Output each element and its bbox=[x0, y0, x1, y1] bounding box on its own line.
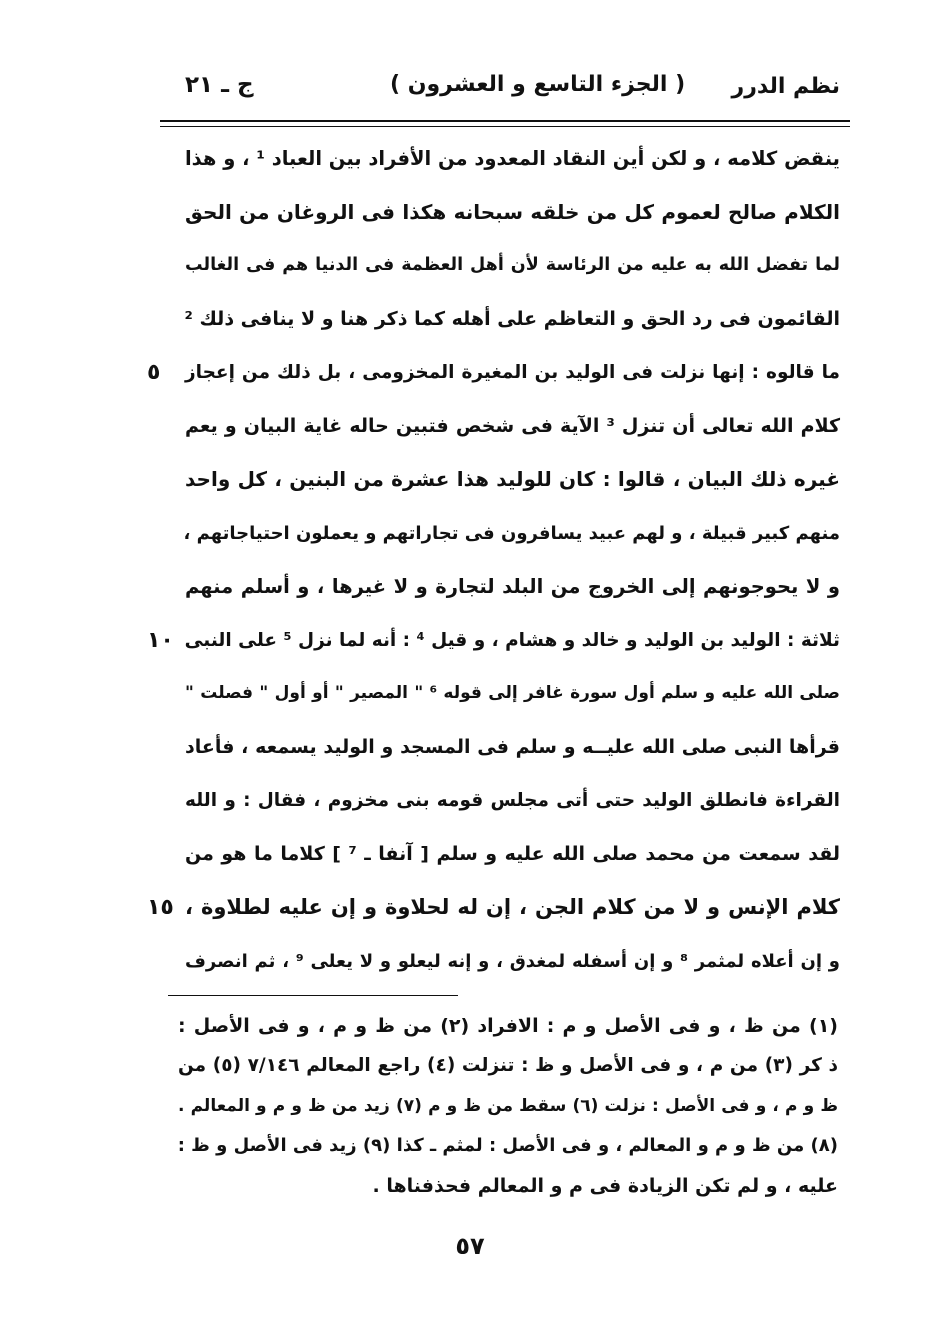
text-line bbox=[147, 346, 840, 400]
text-line bbox=[185, 828, 840, 882]
footnote-rule bbox=[168, 995, 458, 996]
footnote-line: ذ كر (٣) من م ، و فى الأصل و ظ : تنزلت (٤) راجع المعالم ٧/١٤٦ (٥) من bbox=[178, 1055, 838, 1076]
page-header bbox=[185, 70, 840, 110]
line-text: كلام الله تعالى أن تنزل ³ الآية فى شخص فتبين حاله غاية البيان و يعم bbox=[185, 414, 840, 437]
line-text: لما تفضل الله به عليه من الرئاسة لأن أهل العظمة فى الدنيا هم فى الغالب bbox=[185, 255, 840, 275]
footnotes bbox=[178, 1006, 838, 1206]
text-line bbox=[185, 667, 840, 721]
line-text: و لا يحوجونهم إلى الخروج من البلد لتجارة و لا غيرها ، و أسلم منهم bbox=[185, 575, 840, 598]
line-text: القائمون فى رد الحق و التعاظم على أهله كما ذكر هنا و لا ينافى ذلك ² bbox=[184, 307, 840, 330]
line-text: منهم كبير قبيلة ، و لهم عبيد يسافرون فى تجاراتهم و يعملون احتياجاتهم ، bbox=[183, 522, 840, 544]
text-line bbox=[185, 186, 840, 240]
text-line bbox=[185, 239, 840, 293]
line-text: و إن أعلاه لمثمر ⁸ و إن أسفله لمغدق ، و إنه ليعلو و لا يعلى ⁹ ، ثم انصرف bbox=[185, 950, 840, 972]
text-line bbox=[185, 721, 840, 775]
text-line bbox=[185, 507, 840, 561]
main-text bbox=[147, 132, 841, 988]
line-text: ينقض كلامه ، و لكن أين النقاد المعدود من الأفراد بين العباد ¹ ، و هذا bbox=[184, 147, 840, 170]
text-line bbox=[147, 881, 840, 935]
text-line bbox=[185, 400, 840, 454]
line-number: ١٥ bbox=[147, 895, 174, 920]
line-text: غيره ذلك البيان ، قالوا : كان للوليد هذا عشرة من البنين ، كل واحد bbox=[185, 467, 840, 491]
line-text: لقد سمعت من محمد صلى الله عليه و سلم [ آنفا ـ ⁷ ] كلاما ما هو من bbox=[185, 842, 841, 865]
line-text: الكلام صالح لعموم كل من خلقه سبحانه هكذا فى الروغان من الحق bbox=[185, 199, 840, 224]
line-text: كلام الإنس و لا من كلام الجن ، إن له لحلاوة و إن عليه لطلاوة ، bbox=[185, 895, 840, 919]
volume-label: ج ـ ٢١ bbox=[185, 72, 254, 98]
footnote-line: (٨) من ظ و م و المعالم ، و فى الأصل : لمثم ـ كذا (٩) زيد فى الأصل و ظ : bbox=[177, 1135, 838, 1156]
footnote-line: ظ و م ، و فى الأصل : نزلت (٦) سقط من ظ و م (٧) زيد من ظ و م و المعالم . bbox=[178, 1096, 838, 1116]
text-line bbox=[185, 293, 840, 347]
page-number: ٥٧ bbox=[455, 1232, 485, 1260]
text-line bbox=[185, 560, 840, 614]
header-rule bbox=[160, 120, 850, 122]
line-text: ما قالوه : إنها نزلت فى الوليد بن المغيرة المخزومى ، بل ذلك من إعجاز bbox=[185, 362, 840, 383]
book-title: نظم الدرر bbox=[731, 74, 840, 99]
text-line bbox=[185, 132, 840, 186]
text-line bbox=[185, 935, 840, 989]
text-line bbox=[147, 614, 840, 668]
text-line bbox=[185, 774, 840, 828]
line-number: ٥ bbox=[147, 360, 161, 385]
line-text: صلى الله عليه و سلم أول سورة غافر إلى قوله ⁶ " المصير " أو أول " فصلت " bbox=[185, 683, 840, 703]
footnote-line: (١) من ظ ، و فى الأصل و م : الافراد (٢) من ظ و م ، و فى الأصل : bbox=[178, 1015, 838, 1037]
line-text: ثلاثة : الوليد بن الوليد و خالد و هشام ، و قيل ⁴ : أنه لما نزل ⁵ على النبى bbox=[184, 629, 840, 651]
line-text: القراءة فانطلق الوليد حتى أتى مجلس قومه بنى مخزوم ، فقال : و الله bbox=[185, 790, 840, 811]
header-rule-thin bbox=[160, 126, 850, 127]
footnote-line: عليه ، و لم تكن الزيادة فى م و المعالم فحذفناها . bbox=[372, 1175, 838, 1197]
line-text: قرأها النبى صلى الله عليــه و سلم فى المسجد و الوليد يسمعه ، فأعاد bbox=[185, 735, 840, 758]
text-line bbox=[185, 453, 840, 507]
line-number: ١٠ bbox=[147, 627, 174, 653]
part-title: ( الجزء التاسع و العشرون ) bbox=[390, 72, 686, 97]
